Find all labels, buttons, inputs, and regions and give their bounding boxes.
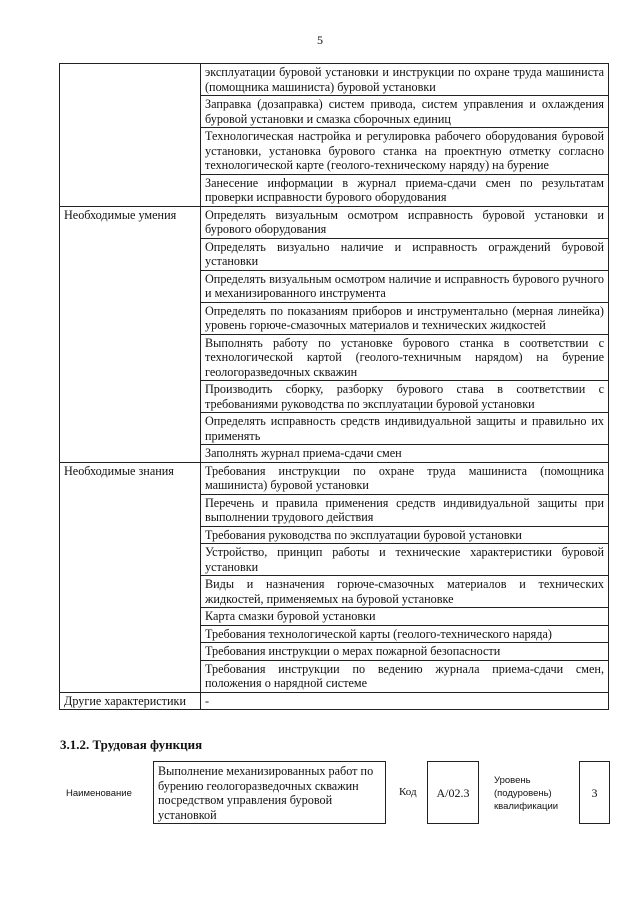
row-item-text: Определять визуальным осмотром исправность буровой установки и бурового оборудования [201, 206, 609, 238]
row-item-text: Требования технологической карты (геолого-технического наряда) [201, 625, 609, 643]
row-item-text: Заполнять журнал приема-сдачи смен [201, 445, 609, 463]
qualification-level-label [494, 774, 558, 813]
row-item-text: Заправка (дозаправка) систем привода, систем управления и охлаждения буровой установки и смазка сборочных единиц [201, 96, 609, 128]
row-item-text: Выполнять работу по установке бурового станка в соответствии с технологической картой (геолого-техничным нарядом) на бурение геологоразведочных скважин [201, 334, 609, 381]
table-row [60, 462, 609, 494]
row-item-text: Требования руководства по эксплуатации буровой установки [201, 526, 609, 544]
qualification-level-label-line-1: Уровень [494, 775, 531, 786]
table-row [60, 206, 609, 238]
row-item-text: - [201, 692, 609, 710]
qualification-level-label-line-3: квалификации [494, 801, 559, 812]
row-item-text: Требования инструкции о мерах пожарной безопасности [201, 643, 609, 661]
row-item-text: Требования инструкции по ведению журнала приема-сдачи смен, положения о нарядной системе [201, 660, 609, 692]
row-item-text: Определять визуально наличие и исправность ограждений буровой установки [201, 238, 609, 270]
row-category-label: Другие характеристики [60, 692, 201, 710]
row-category-label: Необходимые знания [60, 462, 201, 692]
row-category-label: Необходимые умения [60, 206, 201, 462]
qualification-level-value: 3 [579, 761, 610, 824]
page-number: 5 [317, 33, 323, 47]
row-item-text: Требования инструкции по охране труда машиниста (помощника машиниста) буровой установки [201, 462, 609, 494]
row-item-text: Занесение информации в журнал приема-сдачи смен по результатам проверки исправности бурового оборудования [201, 174, 609, 206]
qualification-level-label-line-2: (подуровень) [494, 788, 552, 799]
labor-function-code-label: Код [399, 786, 417, 798]
row-item-text: Определять визуальным осмотром наличие и исправность бурового ручного и механизированного инструмента [201, 270, 609, 302]
row-item-text: Технологическая настройка и регулировка рабочего оборудования буровой установки, установка бурового станка на проектную отметку согласно технологической карте (геолого-техническому наряду) на бурение [201, 128, 609, 175]
row-item-text: Определять по показаниям приборов и инструментально (мерная линейка) уровень горюче-смазочных материалов и технических жидкостей [201, 302, 609, 334]
row-item-text: Определять исправность средств индивидуальной защиты и правильно их применять [201, 413, 609, 445]
row-item-text: Виды и назначения горюче-смазочных материалов и технических жидкостей, применяемых на буровой установке [201, 576, 609, 608]
row-item-text: Перечень и правила применения средств индивидуальной защиты при выполнении трудового действия [201, 494, 609, 526]
table-row [60, 692, 609, 710]
section-title: 3.1.2. Трудовая функция [60, 737, 203, 752]
requirements-table [59, 63, 609, 710]
row-item-text: Производить сборку, разборку бурового става в соответствии с требованиями руководства по эксплуатации буровой установки [201, 381, 609, 413]
row-item-text: эксплуатации буровой установки и инструкции по охране труда машиниста (помощника машиниста) буровой установки [201, 64, 609, 96]
row-item-text: Карта смазки буровой установки [201, 608, 609, 626]
row-item-text: Устройство, принцип работы и технические характеристики буровой установки [201, 544, 609, 576]
requirements-table-body [60, 64, 609, 710]
labor-function-name-value: Выполнение механизированных работ по бурению геологоразведочных скважин посредством управления буровой установкой [153, 761, 386, 824]
labor-function-name-label: Наименование [66, 788, 132, 799]
row-category-label [60, 64, 201, 207]
table-row [60, 64, 609, 96]
labor-function-code-value: A/02.3 [427, 761, 479, 824]
